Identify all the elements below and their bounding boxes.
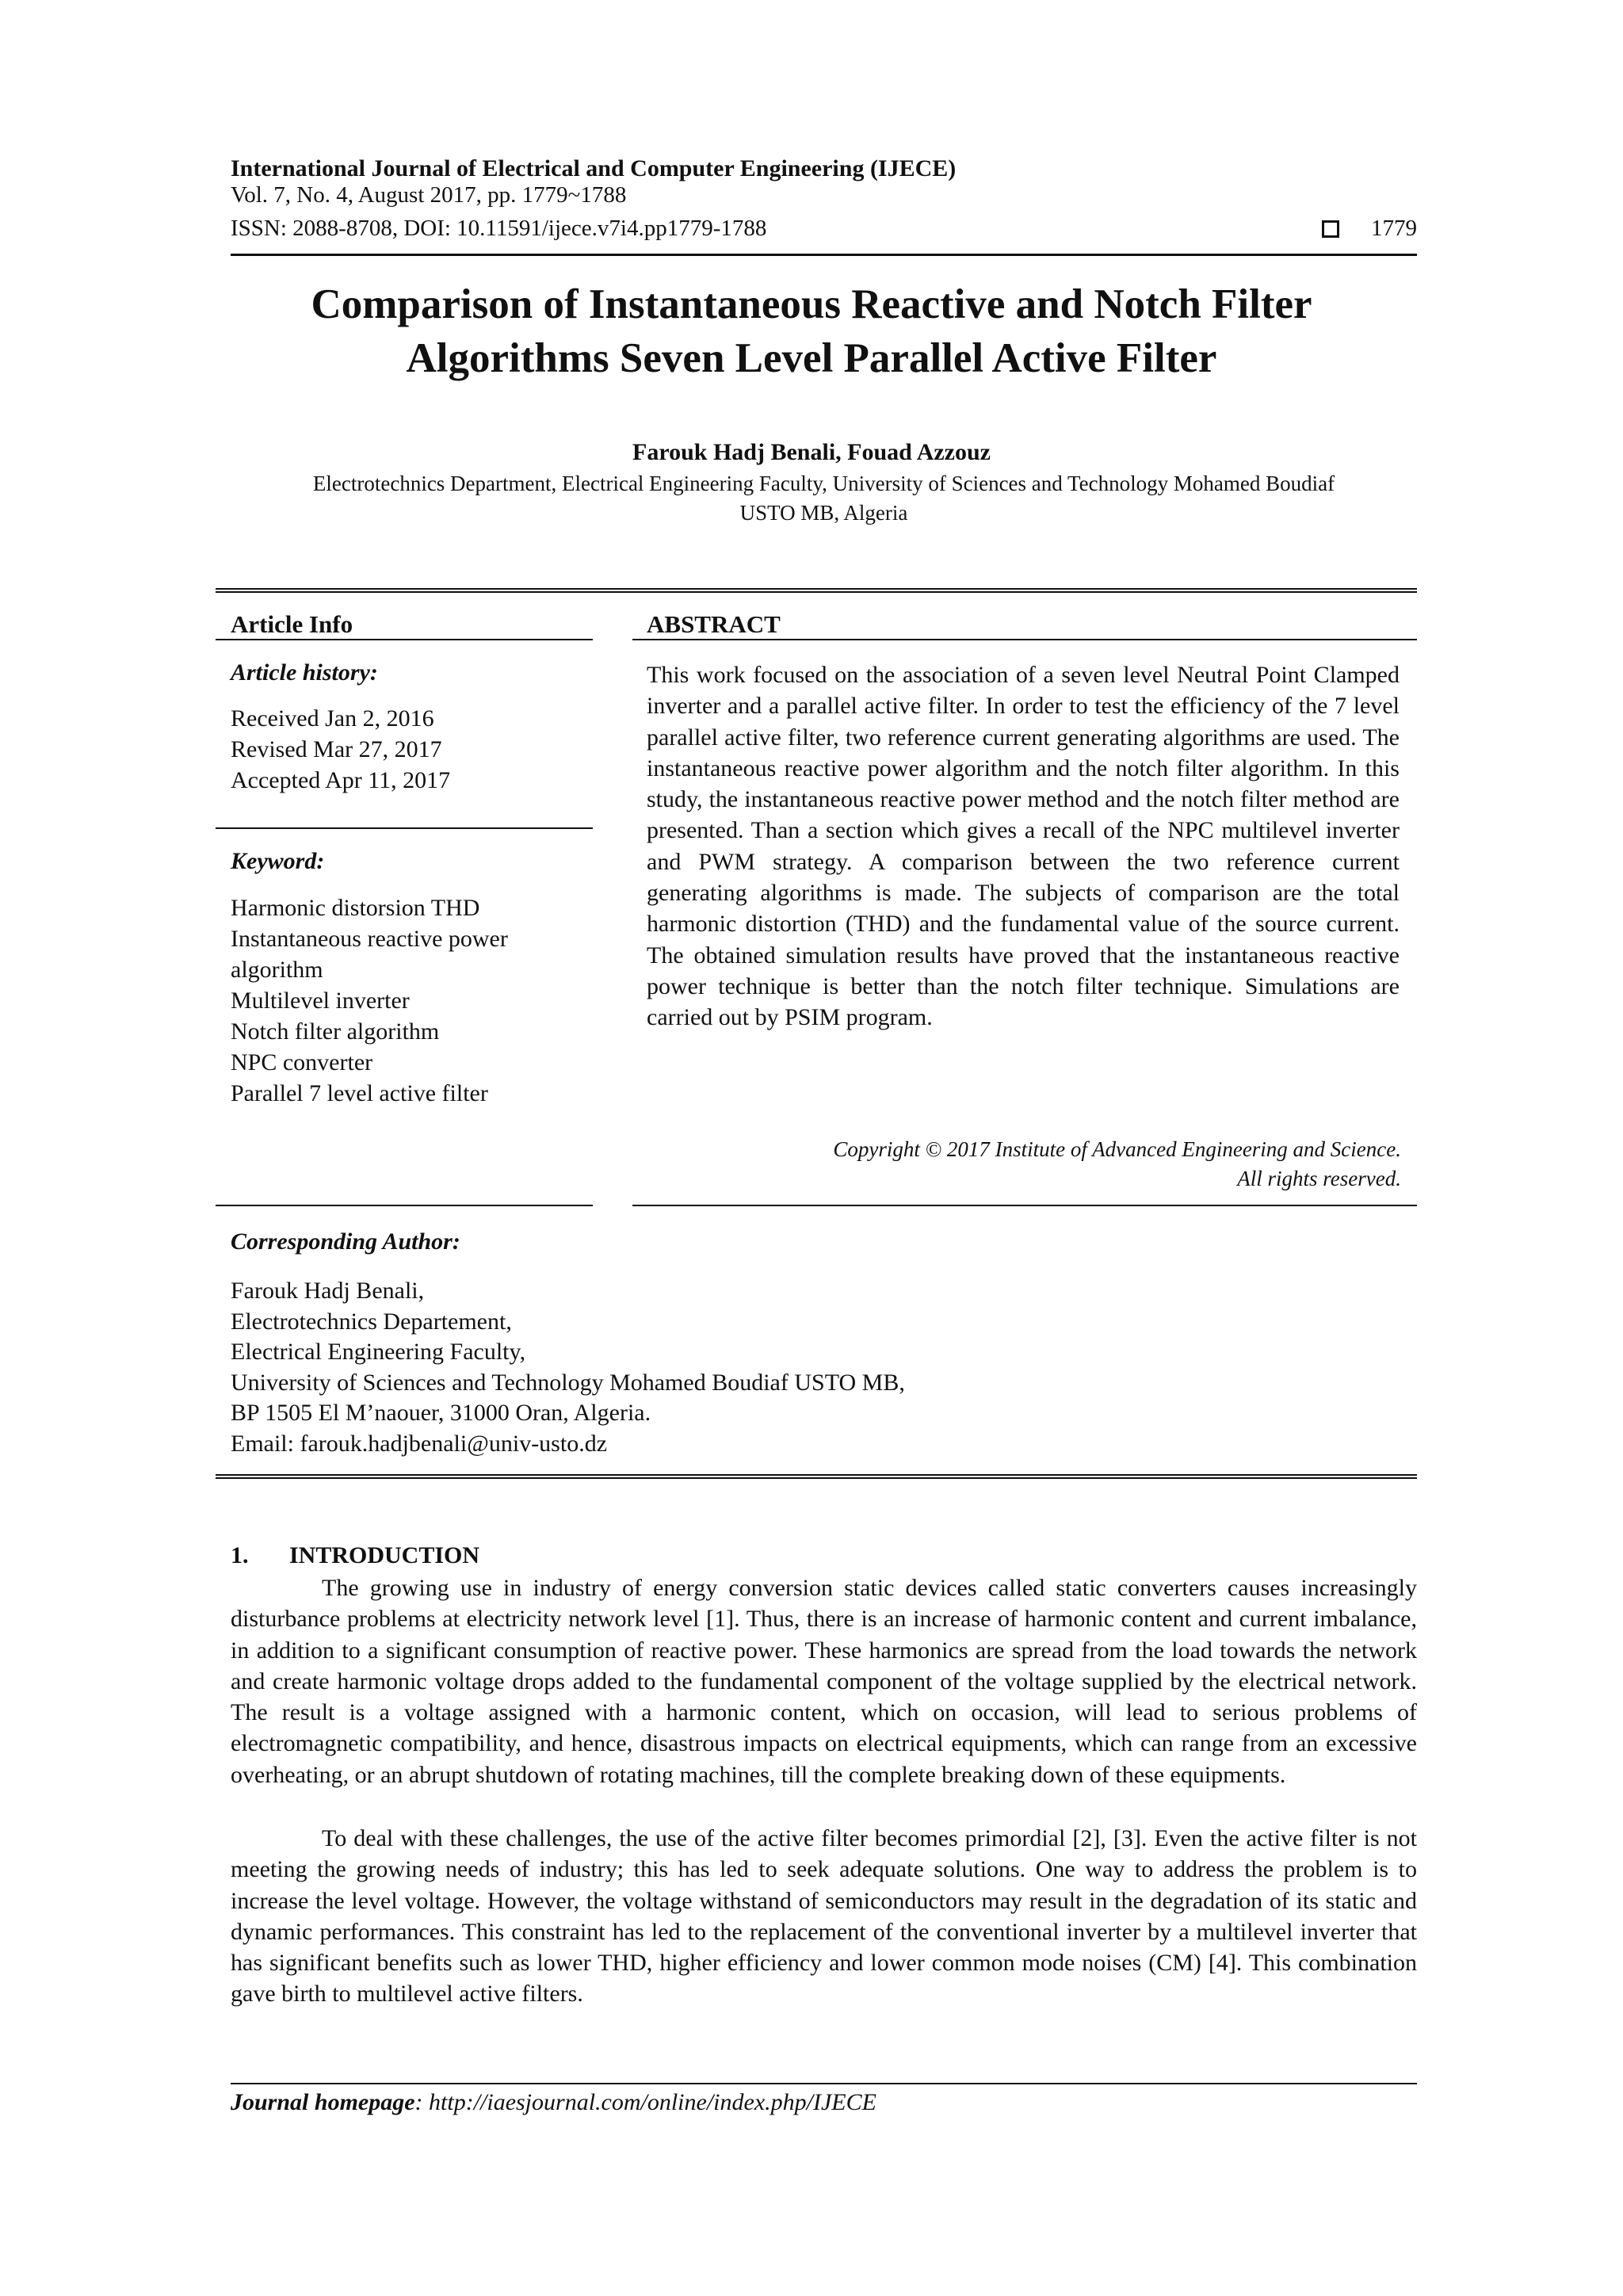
author-affiliation xyxy=(231,469,1417,528)
section-title: INTRODUCTION xyxy=(289,1542,480,1568)
copyright-line-1: Copyright © 2017 Institute of Advanced Engineering and Science. xyxy=(833,1137,1401,1161)
abstract-bottom-divider xyxy=(632,1205,1417,1206)
article-history-list xyxy=(231,703,450,796)
corresponding-author-heading: Corresponding Author: xyxy=(231,1228,460,1255)
homepage-url[interactable]: http://iaesjournal.com/online/index.php/IJECE xyxy=(429,2089,876,2115)
paper-authors: Farouk Hadj Benali, Fouad Azzouz xyxy=(632,439,991,465)
journal-homepage: Journal homepage: http://iaesjournal.com/online/index.php/IJECE xyxy=(231,2089,876,2115)
page-number: 1779 xyxy=(1371,216,1417,241)
keyword-list xyxy=(231,892,508,1109)
header-divider xyxy=(231,254,1417,256)
article-history-heading: Article history: xyxy=(231,659,378,686)
affiliation-line-1: Electrotechnics Department, Electrical Engineering Faculty, University of Sciences and Technology Mohamed Boudiaf xyxy=(312,472,1335,495)
journal-volume: Vol. 7, No. 4, August 2017, pp. 1779~1788 xyxy=(231,182,627,208)
paper-title-line-1: Comparison of Instantaneous Reactive and Notch Filter xyxy=(311,281,1312,327)
keyword-item: algorithm xyxy=(231,957,323,983)
footer-divider xyxy=(231,2083,1417,2084)
page-number-block xyxy=(1322,216,1417,242)
keyword-item: Instantaneous reactive power xyxy=(231,926,508,952)
corresponding-author-details xyxy=(231,1276,905,1459)
keyword-heading: Keyword: xyxy=(231,848,325,874)
copyright-line-2: All rights reserved. xyxy=(1237,1167,1401,1190)
corresponding-line: Electrotechnics Departement, xyxy=(231,1308,512,1335)
keyword-item: NPC converter xyxy=(231,1049,373,1075)
abstract-text: This work focused on the association of a seven level Neutral Point Clamped inverter and a parallel active filter. In order to test the efficiency of the 7 level parallel active filter, two reference current generating algorithms are used. The instantaneous reactive power algorithm and the notch filter algorithm. In this study, the instantaneous reactive power method and the notch filter method are presented. Than a section which gives a recall of the NPC multilevel inverter and PWM strategy. A comparison between the two reference current generating algorithms is made. The subjects of comparison are the total harmonic distortion (THD) and the fundamental value of the source current. The obtained simulation results have proved that the instantaneous reactive power technique is better than the notch filter technique. Simulations are carried out by PSIM program. xyxy=(647,662,1400,1031)
square-bullet-icon xyxy=(1322,220,1339,238)
keyword-item: Harmonic distorsion THD xyxy=(231,895,480,921)
received-date: Received Jan 2, 2016 xyxy=(231,705,434,732)
corresponding-line: Electrical Engineering Faculty, xyxy=(231,1339,526,1365)
info-top-divider xyxy=(216,588,1417,593)
intro-paragraph-2: To deal with these challenges, the use of the active filter becomes primordial [2], [3]. Even the active filter is not meeting the growing needs of industry; this has led to seek adequate solutions. One way to address the problem is to increase the level voltage. However, the voltage withstand of semiconductors may result in the degradation of its static and dynamic performances. This constraint has led to the replacement of the conventional inverter by a multilevel inverter that has significant benefits such as lower THD, higher efficiency and lower common mode noises (CM) [4]. This combination gave birth to multilevel active filters. xyxy=(231,1825,1417,2008)
paper-title-line-2: Algorithms Seven Level Parallel Active Filter xyxy=(406,335,1217,381)
keyword-item: Notch filter algorithm xyxy=(231,1018,440,1045)
paper-title xyxy=(0,277,1623,385)
corresponding-line: BP 1505 El M’naouer, 31000 Oran, Algeria. xyxy=(231,1400,651,1426)
history-divider xyxy=(216,827,593,829)
section-number: 1. xyxy=(231,1542,249,1568)
accepted-date: Accepted Apr 11, 2017 xyxy=(231,767,451,793)
journal-name: International Journal of Electrical and Computer Engineering (IJECE) xyxy=(231,155,957,181)
copyright-notice xyxy=(833,1135,1401,1194)
section-heading-introduction xyxy=(231,1542,479,1569)
article-info-divider xyxy=(216,639,593,640)
abstract-divider xyxy=(632,639,1417,640)
corresponding-email: Email: farouk.hadjbenali@univ-usto.dz xyxy=(231,1430,608,1457)
affiliation-line-2: USTO MB, Algeria xyxy=(739,501,908,525)
keyword-item: Multilevel inverter xyxy=(231,988,410,1014)
abstract-heading: ABSTRACT xyxy=(647,610,781,638)
corresponding-line: University of Sciences and Technology Mohamed Boudiaf USTO MB, xyxy=(231,1369,905,1396)
homepage-label: Journal homepage xyxy=(231,2089,415,2115)
intro-paragraph-1: The growing use in industry of energy conversion static devices called static converters causes increasingly disturbance problems at electricity network level [1]. Thus, there is an increase of harmonic content and current imbalance, in addition to a significant consumption of reactive power. These harmonics are spread from the load towards the network and create harmonic voltage drops added to the fundamental component of the voltage supplied by the electrical network. The result is a voltage assigned with a harmonic content, which on occasion, will lead to serious problems of electromagnetic compatibility, and hence, disastrous impacts on electrical equipments, which can range from an excessive overheating, or an abrupt shutdown of rotating machines, till the complete breaking down of these equipments. xyxy=(231,1575,1417,1788)
article-info-heading: Article Info xyxy=(231,610,353,638)
corresponding-line: Farouk Hadj Benali, xyxy=(231,1278,425,1304)
keyword-item: Parallel 7 level active filter xyxy=(231,1080,488,1106)
revised-date: Revised Mar 27, 2017 xyxy=(231,736,442,762)
info-bottom-divider xyxy=(216,1474,1417,1479)
keyword-bottom-divider xyxy=(216,1205,593,1206)
journal-issn-doi: ISSN: 2088-8708, DOI: 10.11591/ijece.v7i4.pp1779-1788 xyxy=(231,216,767,241)
